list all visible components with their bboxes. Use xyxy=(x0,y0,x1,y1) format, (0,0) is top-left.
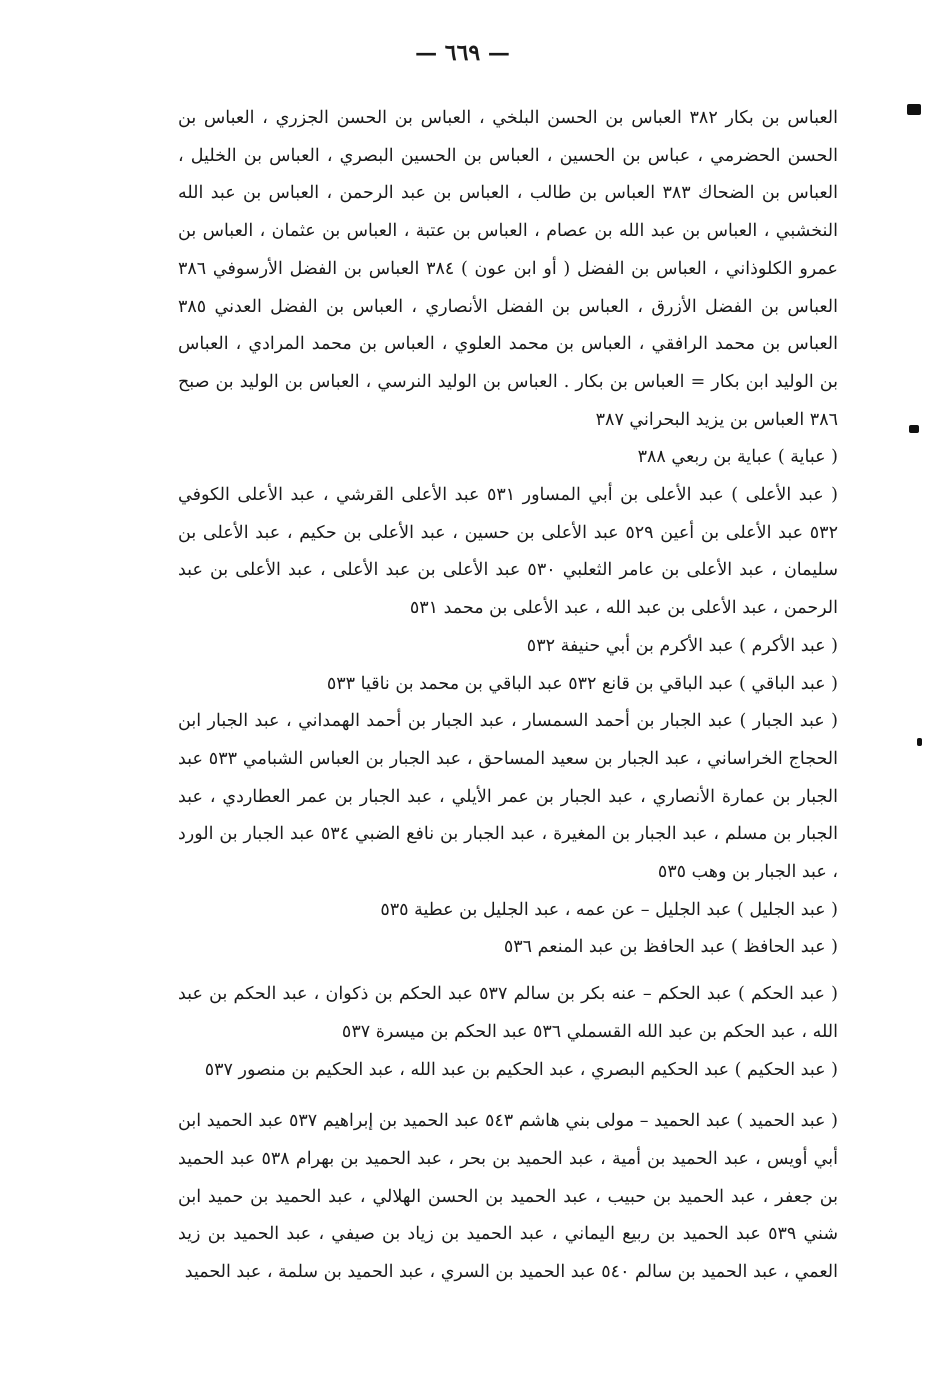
entry-abd-al-ala: ( عبد الأعلى ) عبد الأعلى بن أبي المساور ٥٣١ عبد الأعلى القرشي ، عبد الأعلى الكوفي ٥٣٢ عبد الأعلى بن أعين ٥٢٩ عبد الأعلى بن حسين ، عبد الأعلى بن حكيم ، عبد الأعلى بن سليمان ، عبد الأعلى بن عامر الثعلبي ٥٣٠ عبد الأعلى بن عبد الأعلى ، عبد الأعلى بن عبد الرحمن ، عبد الأعلى بن عبد الله ، عبد الأعلى بن محمد ٥٣١ xyxy=(178,485,838,619)
entry-abd-al-hafiz: ( عبد الحافظ ) عبد الحافظ بن عبد المنعم ٥٣٦ xyxy=(503,937,838,958)
entry-abd-al-hamid: ( عبد الحميد ) عبد الحميد – مولى بني هاشم ٥٤٣ عبد الحميد بن إبراهيم ٥٣٧ عبد الحميد ابن أبي أويس ، عبد الحميد بن أمية ، عبد الحميد بن بحر ، عبد الحميد بن بهرام ٥٣٨ عبد الحميد بن جعفر ، عبد الحميد بن حبيب ، عبد الحميد بن الحسن الهلالي ، عبد الحميد بن حميد ابن شني ٥٣٩ عبد الحميد بن ربيع اليماني ، عبد الحميد بن زياد بن صيفي ، عبد الحميد بن زيد العمي ، عبد الحميد بن سالم ٥٤٠ عبد الحميد بن السري ، عبد الحميد بن سلمة ، عبد الحميد xyxy=(178,1111,839,1283)
index-body xyxy=(178,100,838,1292)
entry-abaya: ( عباية ) عباية بن ربعي ٣٨٨ xyxy=(637,447,838,468)
margin-ink-mark xyxy=(917,738,922,746)
margin-ink-mark xyxy=(907,104,921,115)
page-number: — ٦٦٩ — xyxy=(415,40,510,66)
entry-abd-al-baqi: ( عبد الباقي ) عبد الباقي بن قانع ٥٣٢ عبد الباقي بن محمد بن ناقيا ٥٣٣ xyxy=(326,673,838,694)
margin-ink-mark xyxy=(909,425,919,433)
entry-abd-al-jalil: ( عبد الجليل ) عبد الجليل – عن عمه ، عبد الجليل بن عطية ٥٣٥ xyxy=(380,899,838,920)
entry-abd-al-hakam: ( عبد الحكم ) عبد الحكم – عنه بكر بن سالم ٥٣٧ عبد الحكم بن ذكوان ، عبد الحكم بن عبد الله ، عبد الحكم بن عبد الله القسملي ٥٣٦ عبد الحكم بن ميسرة ٥٣٧ xyxy=(178,984,838,1042)
entry-abd-al-hakim: ( عبد الحكيم ) عبد الحكيم البصري ، عبد الحكيم بن عبد الله ، عبد الحكيم بن منصور ٥٣٧ xyxy=(204,1059,838,1080)
entry-abd-al-akram: ( عبد الأكرم ) عبد الأكرم بن أبي حنيفة ٥٣٢ xyxy=(526,635,838,656)
entry-abd-al-jabbar: ( عبد الجبار ) عبد الجبار بن أحمد السمسار ، عبد الجبار بن أحمد الهمداني ، عبد الجبار ابن الحجاج الخراساني ، عبد الجبار بن سعيد المساحق ، عبد الجبار بن العباس الشبامي ٥٣٣ عبد الجبار بن عمارة الأنصاري ، عبد الجبار بن عمر الأيلي ، عبد الجبار بن عمر العطاردي ، عبد الجبار بن مسلم ، عبد الجبار بن المغيرة ، عبد الجبار بن نافع الضبي ٥٣٤ عبد الجبار بن الورد ، عبد الجبار بن وهب ٥٣٥ xyxy=(178,711,838,883)
entry-abbas: العباس بن بكار ٣٨٢ العباس بن الحسن البلخي ، العباس بن الحسن الجزري ، العباس بن الحسن الحضرمي ، عباس بن الحسين ، العباس بن الحسين البصري ، العباس بن الخليل ، العباس بن الضحاك ٣٨٣ العباس بن طالب ، العباس بن عبد الرحمن ، العباس بن عبد الله النخشبي ، العباس بن عبد الله بن عصام ، العباس بن عتبة ، العباس بن عثمان ، العباس بن عمرو الكلوذاني ، العباس بن الفضل ( أو ابن عون ) ٣٨٤ العباس بن الفضل الأرسوفي ٣٨٦ العباس بن الفضل الأزرق ، العباس بن الفضل الأنصاري ، العباس بن الفضل العدني ٣٨٥ العباس بن محمد الرافقي ، العباس بن محمد العلوي ، العباس بن محمد المرادي ، العباس بن الوليد ابن بكار = العباس بن بكار . العباس بن الوليد النرسي ، العباس بن الوليد بن صبح ٣٨٦ العباس بن يزيد البحراني ٣٨٧ xyxy=(178,108,838,430)
